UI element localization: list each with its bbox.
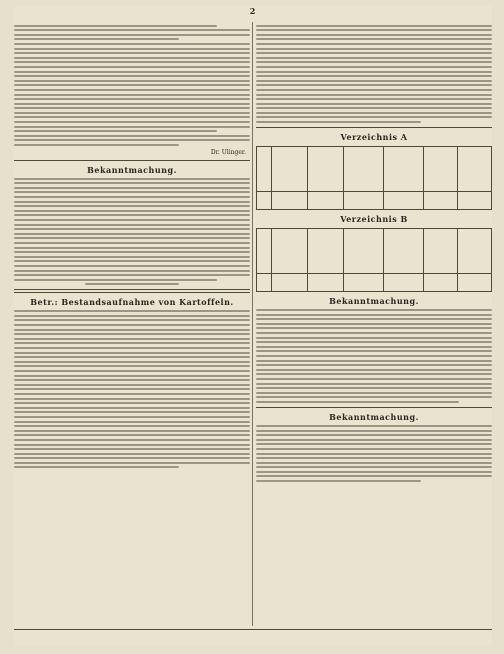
text-block — [14, 43, 250, 146]
left-column — [14, 22, 250, 626]
text-block — [14, 310, 250, 468]
footer — [14, 629, 492, 644]
table-title: Verzeichnis B — [340, 214, 408, 225]
divider — [256, 407, 492, 408]
section-heading: Bekanntmachung. — [329, 296, 419, 307]
newspaper-page — [14, 6, 492, 646]
text-block — [14, 25, 250, 41]
right-column — [256, 22, 492, 626]
divider — [14, 160, 250, 161]
form-table — [256, 146, 492, 210]
text-block — [256, 309, 492, 403]
divider — [256, 127, 492, 128]
form-table — [256, 228, 492, 292]
table-title: Verzeichnis A — [340, 132, 408, 143]
text-block — [256, 425, 492, 482]
section-heading: Bekanntmachung. — [87, 164, 177, 175]
text-block — [256, 25, 492, 123]
section-heading: Bekanntmachung. — [329, 411, 419, 422]
divider — [14, 289, 250, 293]
signature: Dr. Ulinger. — [210, 148, 246, 156]
text-block — [14, 178, 250, 286]
page-number: 2 — [249, 6, 257, 16]
column-divider — [252, 22, 253, 626]
section-heading: Betr.: Bestandsaufnahme von Kartoffeln. — [30, 297, 234, 308]
